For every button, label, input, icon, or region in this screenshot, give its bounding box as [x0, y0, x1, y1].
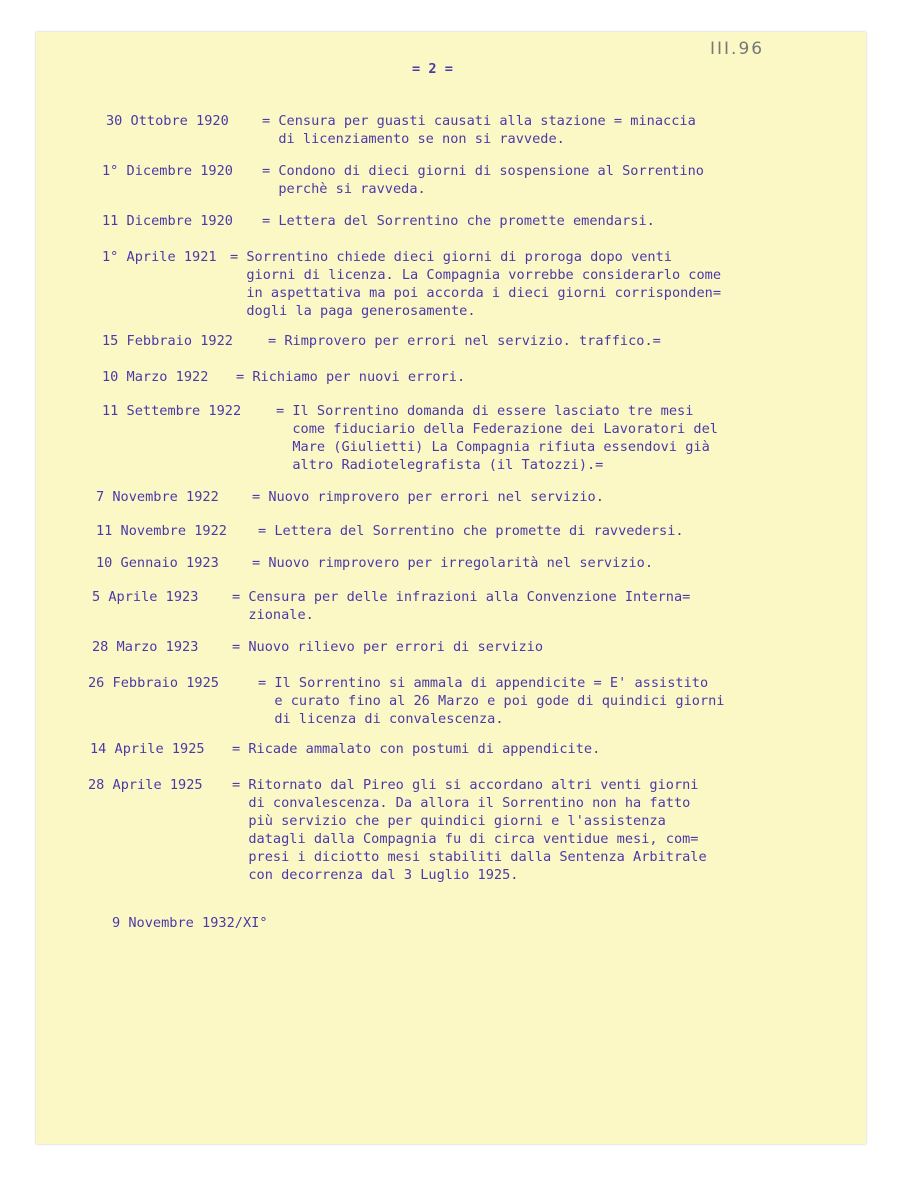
entry-date: 1° Dicembre 1920 [102, 163, 233, 179]
entry-text: = Ritornato dal Pireo gli si accordano altri venti giorni di convalescenza. Da allora il Sorrentino non ha fatto più servizio che per quindici giorni e l'assistenza datagli dalla Compagnia fu di circa ventidue mesi, com= presi i diciotto mesi stabiliti dalla Sentenza Arbitrale con decorrenza dal 3 Luglio 1925. [232, 777, 707, 883]
entry-date: 11 Novembre 1922 [96, 523, 227, 539]
entry-text: = Nuovo rilievo per errori di servizio [232, 639, 543, 655]
entry-text: = Ricade ammalato con postumi di appendicite. [232, 741, 601, 757]
entry-date: 10 Gennaio 1923 [96, 555, 219, 571]
entry-date: 15 Febbraio 1922 [102, 333, 233, 349]
entry-date: 28 Aprile 1925 [88, 777, 203, 793]
entry-date: 11 Settembre 1922 [102, 403, 242, 419]
document-page [36, 32, 866, 1144]
entry-text: = Nuovo rimprovero per errori nel servizio. [252, 489, 604, 505]
entry-date: 30 Ottobre 1920 [106, 113, 229, 129]
page-number: = 2 = [412, 61, 453, 77]
entry-date: 11 Dicembre 1920 [102, 213, 233, 229]
entry-text: = Il Sorrentino si ammala di appendicite = E' assistito e curato fino al 26 Marzo e poi gode di quindici giorni di licenza di convalescenza. [258, 675, 725, 727]
entry-text: = Condono di dieci giorni di sospensione al Sorrentino perchè si ravveda. [262, 163, 704, 197]
entry-text: = Lettera del Sorrentino che promette di ravvedersi. [258, 523, 684, 539]
entry-date: 26 Febbraio 1925 [88, 675, 219, 691]
archive-mark: III.96 [710, 39, 765, 59]
entry-date: 10 Marzo 1922 [102, 369, 209, 385]
entry-text: = Rimprovero per errori nel servizio. traffico.= [268, 333, 661, 349]
entry-date: 7 Novembre 1922 [96, 489, 219, 505]
entry-text: = Sorrentino chiede dieci giorni di proroga dopo venti giorni di licenza. La Compagnia vorrebbe considerarlo come in aspettativa ma poi accorda i dieci giorni corrisponden= dogli la paga generosamente. [230, 249, 722, 319]
entry-date: 28 Marzo 1923 [92, 639, 199, 655]
entry-text: = Il Sorrentino domanda di essere lasciato tre mesi come fiduciario della Federazione dei Lavoratori del Mare (Giulietti) La Compagnia rifiuta essendovi già altro Radiotelegrafista (il Tatozzi).= [276, 403, 718, 473]
entry-date: 5 Aprile 1923 [92, 589, 199, 605]
entry-text: = Censura per delle infrazioni alla Convenzione Interna= zionale. [232, 589, 691, 623]
signoff-date: 9 Novembre 1932/XI° [112, 915, 268, 931]
entry-text: = Richiamo per nuovi errori. [236, 369, 466, 385]
entry-text: = Censura per guasti causati alla stazione = minaccia di licenziamento se non si ravvede. [262, 113, 696, 147]
entry-text: = Nuovo rimprovero per irregolarità nel servizio. [252, 555, 654, 571]
entry-text: = Lettera del Sorrentino che promette emendarsi. [262, 213, 655, 229]
entry-date: 14 Aprile 1925 [90, 741, 205, 757]
entry-date: 1° Aprile 1921 [102, 249, 217, 265]
